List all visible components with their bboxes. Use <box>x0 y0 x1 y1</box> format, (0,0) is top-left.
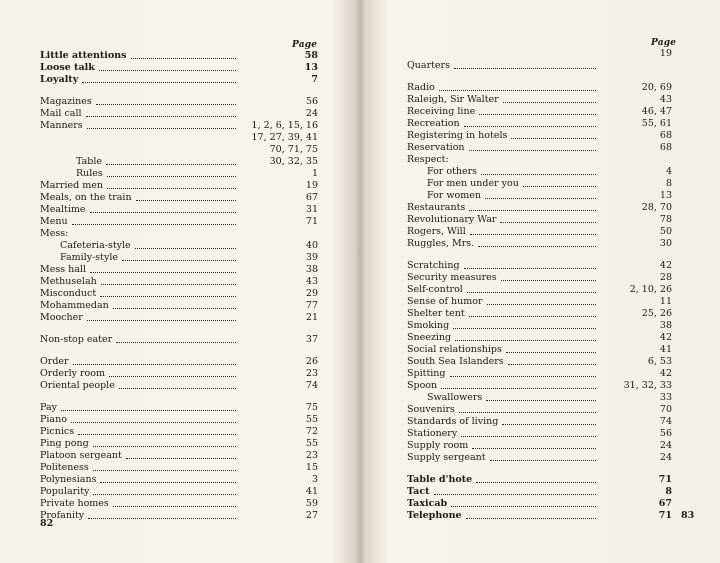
entry-pages: 28 <box>659 272 672 283</box>
entry-pages: 11 <box>659 296 672 307</box>
index-entry <box>407 308 672 320</box>
dot-leader <box>461 435 596 437</box>
dot-leader <box>481 173 596 175</box>
index-entry <box>407 356 672 368</box>
entry-label: Family-style <box>60 252 118 263</box>
entry-pages: 43 <box>659 94 672 105</box>
index-entry <box>40 312 318 324</box>
index-list <box>40 50 318 522</box>
entry-label: Spitting <box>407 368 446 379</box>
entry-label: Sense of humor <box>407 296 483 307</box>
entry-pages: 42 <box>659 260 672 271</box>
index-entry <box>407 296 672 308</box>
entry-label: Quarters <box>407 60 450 71</box>
entry-pages: 72 <box>305 426 318 437</box>
dot-leader <box>508 363 596 365</box>
entry-label: Spoon <box>407 380 438 391</box>
entry-label: South Sea Islanders <box>407 356 504 367</box>
entry-label: Cafeteria-style <box>60 240 131 251</box>
entry-pages: 23 <box>305 368 318 379</box>
index-entry <box>407 82 672 94</box>
index-entry <box>407 284 672 296</box>
dot-leader <box>502 423 596 425</box>
index-entry <box>40 132 318 144</box>
index-entry <box>40 510 318 522</box>
dot-leader <box>476 481 596 483</box>
dot-leader <box>119 387 236 389</box>
entry-label: Tact <box>407 486 430 497</box>
entry-label: Supply sergeant <box>407 452 486 463</box>
dot-leader <box>464 125 596 127</box>
index-entry <box>40 74 318 86</box>
entry-pages: 71 <box>658 474 672 485</box>
index-entry <box>407 380 672 392</box>
entry-label: Married men <box>40 180 103 191</box>
entry-label: Taxicab <box>407 498 448 509</box>
index-entry <box>40 144 318 156</box>
entry-pages: 13 <box>659 190 672 201</box>
entry-pages: 68 <box>659 130 672 141</box>
dot-leader <box>131 57 237 59</box>
entry-label: Supply room <box>407 440 469 451</box>
dot-leader <box>72 223 236 225</box>
entry-pages: 13 <box>304 62 318 73</box>
entry-label: Methuselah <box>40 276 97 287</box>
entry-label: Manners <box>40 120 83 131</box>
entry-label: Profanity <box>40 510 85 521</box>
entry-pages: 43 <box>305 276 318 287</box>
entry-pages: 1 <box>311 168 318 179</box>
index-entry <box>407 428 672 440</box>
entry-pages: 68 <box>659 142 672 153</box>
entry-label: Mess: <box>40 228 69 239</box>
entry-label: Mess hall <box>40 264 86 275</box>
index-list <box>407 48 672 522</box>
dot-leader <box>135 247 236 249</box>
entry-label: Scratching <box>407 260 460 271</box>
entry-label: Mohammedan <box>40 300 109 311</box>
index-entry <box>40 62 318 74</box>
entry-label: Table d'hote <box>407 474 473 485</box>
dot-leader <box>469 209 596 211</box>
index-entry <box>407 94 672 106</box>
index-entry <box>40 288 318 300</box>
dot-leader <box>90 271 236 273</box>
dot-leader <box>434 493 597 495</box>
dot-leader <box>106 163 236 165</box>
entry-pages: 70, 71, 75 <box>269 144 318 155</box>
index-entry <box>407 498 672 510</box>
entry-label: Recreation <box>407 118 460 129</box>
entry-pages: 6, 53 <box>647 356 672 367</box>
index-entry <box>407 416 672 428</box>
index-entry <box>407 332 672 344</box>
index-entry <box>40 474 318 486</box>
index-entry <box>40 50 318 62</box>
dot-leader <box>93 493 236 495</box>
entry-pages: 41 <box>659 344 672 355</box>
dot-leader <box>107 187 236 189</box>
entry-pages: 7 <box>311 74 318 85</box>
entry-label: Polynesians <box>40 474 97 485</box>
entry-label: Rogers, Will <box>407 226 466 237</box>
dot-leader <box>500 221 596 223</box>
entry-label: Stationery <box>407 428 458 439</box>
index-entry <box>407 60 672 72</box>
entry-pages: 50 <box>659 226 672 237</box>
entry-label: Moocher <box>40 312 83 323</box>
dot-leader <box>136 199 236 201</box>
entry-label: For men under you <box>427 178 519 189</box>
dot-leader <box>506 351 596 353</box>
index-entry <box>40 120 318 132</box>
dot-leader <box>511 137 596 139</box>
index-entry <box>407 178 672 190</box>
index-entry <box>407 404 672 416</box>
entry-pages: 24 <box>659 452 672 463</box>
dot-leader <box>109 375 236 377</box>
entry-pages: 4 <box>665 166 672 177</box>
index-entry <box>407 272 672 284</box>
entry-pages: 75 <box>305 402 318 413</box>
entry-pages: 74 <box>659 416 672 427</box>
index-entry <box>40 462 318 474</box>
entry-pages: 17, 27, 39, 41 <box>251 132 318 143</box>
entry-label: Ruggles, Mrs. <box>407 238 475 249</box>
index-entry <box>407 154 672 166</box>
entry-label: Sneezing <box>407 332 452 343</box>
dot-leader <box>78 433 236 435</box>
entry-label: Smoking <box>407 320 450 331</box>
entry-pages: 55 <box>305 438 318 449</box>
index-entry <box>40 216 318 228</box>
entry-pages: 38 <box>659 320 672 331</box>
entry-pages: 33 <box>659 392 672 403</box>
entry-label: Popularity <box>40 486 90 497</box>
dot-leader <box>485 197 596 199</box>
dot-leader <box>453 327 596 329</box>
entry-pages: 24 <box>659 440 672 451</box>
index-entry <box>407 190 672 202</box>
entry-pages: 15 <box>305 462 318 473</box>
dot-leader <box>87 319 236 321</box>
dot-leader <box>116 341 236 343</box>
index-entry <box>40 368 318 380</box>
dot-leader <box>71 421 236 423</box>
dot-leader <box>113 307 236 309</box>
index-entry <box>407 474 672 486</box>
entry-pages: 3 <box>311 474 318 485</box>
index-entry <box>407 260 672 272</box>
index-entry <box>407 344 672 356</box>
index-entry <box>40 426 318 438</box>
entry-pages: 71 <box>658 510 672 521</box>
entry-pages: 23 <box>305 450 318 461</box>
dot-leader <box>100 295 236 297</box>
index-entry <box>40 276 318 288</box>
dot-leader <box>101 283 236 285</box>
dot-leader <box>113 505 236 507</box>
dot-leader <box>90 211 236 213</box>
entry-pages: 59 <box>305 498 318 509</box>
entry-label: Loose talk <box>40 62 95 73</box>
entry-pages: 55, 61 <box>641 118 672 129</box>
dot-leader <box>82 81 236 83</box>
dot-leader <box>464 267 596 269</box>
entry-label: Mail call <box>40 108 82 119</box>
entry-pages: 19 <box>305 180 318 191</box>
entry-label: Restaurants <box>407 202 466 213</box>
entry-pages: 20, 69 <box>641 82 672 93</box>
dot-leader <box>88 517 236 519</box>
dot-leader <box>96 103 236 105</box>
entry-pages: 78 <box>659 214 672 225</box>
entry-pages: 77 <box>305 300 318 311</box>
entry-label: Platoon sergeant <box>40 450 122 461</box>
entry-pages: 29 <box>305 288 318 299</box>
entry-label: Telephone <box>407 510 462 521</box>
dot-leader <box>439 89 596 91</box>
dot-leader <box>479 113 596 115</box>
dot-leader <box>73 363 236 365</box>
entry-label: Pay <box>40 402 57 413</box>
entry-pages: 42 <box>659 368 672 379</box>
index-entry <box>407 214 672 226</box>
dot-leader <box>478 245 596 247</box>
entry-label: Misconduct <box>40 288 97 299</box>
entry-label: Politeness <box>40 462 89 473</box>
entry-pages: 40 <box>305 240 318 251</box>
left-page <box>0 0 356 563</box>
entry-pages: 67 <box>658 498 672 509</box>
entry-pages: 31 <box>305 204 318 215</box>
dot-leader <box>454 67 596 69</box>
index-entry <box>407 238 672 250</box>
entry-pages: 8 <box>665 486 672 497</box>
index-entry <box>40 450 318 462</box>
dot-leader <box>100 481 236 483</box>
entry-pages: 37 <box>305 334 318 345</box>
index-entry <box>40 300 318 312</box>
index-entry <box>407 226 672 238</box>
entry-label: Social relationships <box>407 344 502 355</box>
index-entry <box>407 166 672 178</box>
entry-pages: 31, 32, 33 <box>623 380 672 391</box>
index-entry <box>40 180 318 192</box>
entry-label: Souvenirs <box>407 404 455 415</box>
entry-label: Shelter tent <box>407 308 465 319</box>
entry-pages: 46, 47 <box>641 106 672 117</box>
entry-pages: 2, 10, 26 <box>629 284 672 295</box>
dot-leader <box>501 279 596 281</box>
entry-pages: 8 <box>665 178 672 189</box>
dot-leader <box>490 459 596 461</box>
entry-label: Oriental people <box>40 380 115 391</box>
entry-label: Mealtime <box>40 204 86 215</box>
dot-leader <box>122 259 236 261</box>
index-entry <box>407 202 672 214</box>
index-entry <box>40 264 318 276</box>
entry-pages: 58 <box>304 50 318 61</box>
dot-leader <box>466 517 596 519</box>
entry-pages: 39 <box>305 252 318 263</box>
index-entry <box>40 240 318 252</box>
entry-label: Receiving line <box>407 106 476 117</box>
entry-label: Registering in hotels <box>407 130 508 141</box>
index-entry <box>40 402 318 414</box>
index-entry <box>40 96 318 108</box>
entry-label: Order <box>40 356 69 367</box>
entry-label: Radio <box>407 82 435 93</box>
dot-leader <box>61 409 236 411</box>
entry-pages: 1, 2, 6, 15, 16 <box>251 120 318 131</box>
index-entry <box>407 320 672 332</box>
index-entry <box>40 414 318 426</box>
entry-pages: 28, 70 <box>641 202 672 213</box>
entry-pages: 30, 32, 35 <box>269 156 318 167</box>
index-entry <box>40 334 318 346</box>
dot-leader <box>470 233 596 235</box>
entry-label: Picnics <box>40 426 75 437</box>
entry-label: Meals, on the train <box>40 192 132 203</box>
page-number: 83 <box>681 510 695 521</box>
entry-label: Rules <box>76 168 103 179</box>
entry-pages: 27 <box>305 510 318 521</box>
index-entry <box>40 438 318 450</box>
entry-label: Piano <box>40 414 67 425</box>
index-entry <box>40 204 318 216</box>
entry-label: For women <box>427 190 481 201</box>
entry-pages: 25, 26 <box>641 308 672 319</box>
index-entry <box>407 118 672 130</box>
index-entry <box>40 168 318 180</box>
entry-label: Magazines <box>40 96 92 107</box>
entry-pages: 19 <box>659 48 672 59</box>
entry-pages: 24 <box>305 108 318 119</box>
dot-leader <box>486 399 596 401</box>
dot-leader <box>469 315 596 317</box>
dot-leader <box>455 339 596 341</box>
entry-label: Revolutionary War <box>407 214 497 225</box>
dot-leader <box>467 291 596 293</box>
entry-label: Private homes <box>40 498 109 509</box>
entry-label: For others <box>427 166 478 177</box>
entry-label: Non-stop eater <box>40 334 113 345</box>
entry-pages: 30 <box>659 238 672 249</box>
dot-leader <box>523 185 596 187</box>
dot-leader <box>126 457 236 459</box>
index-entry <box>40 252 318 264</box>
page-number: 82 <box>40 518 54 529</box>
page-column-heading: Page <box>292 40 318 50</box>
page-column-heading: Page <box>651 38 677 48</box>
entry-label: Raleigh, Sir Walter <box>407 94 499 105</box>
entry-pages: 56 <box>659 428 672 439</box>
dot-leader <box>459 411 596 413</box>
entry-label: Orderly room <box>40 368 105 379</box>
entry-label: Menu <box>40 216 68 227</box>
entry-label: Loyalty <box>40 74 79 85</box>
dot-leader <box>487 303 596 305</box>
entry-label: Table <box>76 156 103 167</box>
dot-leader <box>469 149 596 151</box>
entry-label: Security measures <box>407 272 497 283</box>
entry-label: Self-control <box>407 284 463 295</box>
index-entry <box>40 498 318 510</box>
index-entry <box>407 510 672 522</box>
index-entry <box>407 486 672 498</box>
index-entry <box>40 486 318 498</box>
entry-pages: 70 <box>659 404 672 415</box>
dot-leader <box>87 127 236 129</box>
entry-label: Respect: <box>407 154 449 165</box>
entry-label: Ping pong <box>40 438 89 449</box>
index-entry <box>407 142 672 154</box>
index-entry <box>407 452 672 464</box>
index-entry <box>407 368 672 380</box>
entry-pages: 38 <box>305 264 318 275</box>
index-entry <box>40 380 318 392</box>
entry-pages: 42 <box>659 332 672 343</box>
right-page <box>364 0 720 563</box>
entry-pages: 67 <box>305 192 318 203</box>
dot-leader <box>99 69 236 71</box>
dot-leader <box>107 175 236 177</box>
entry-pages: 56 <box>305 96 318 107</box>
dot-leader <box>93 469 236 471</box>
index-entry <box>407 106 672 118</box>
dot-leader <box>93 445 236 447</box>
entry-pages: 71 <box>305 216 318 227</box>
dot-leader <box>503 101 596 103</box>
index-entry <box>407 48 672 60</box>
entry-pages: 21 <box>305 312 318 323</box>
index-entry <box>40 192 318 204</box>
entry-pages: 41 <box>305 486 318 497</box>
dot-leader <box>441 387 596 389</box>
entry-pages: 26 <box>305 356 318 367</box>
index-entry <box>40 356 318 368</box>
dot-leader <box>451 505 596 507</box>
index-entry <box>407 130 672 142</box>
entry-label: Reservation <box>407 142 465 153</box>
index-entry <box>40 108 318 120</box>
entry-pages: 55 <box>305 414 318 425</box>
index-entry <box>407 392 672 404</box>
dot-leader <box>86 115 236 117</box>
dot-leader <box>450 375 596 377</box>
index-entry <box>407 440 672 452</box>
dot-leader <box>472 447 596 449</box>
entry-label: Little attentions <box>40 50 127 61</box>
index-entry <box>40 156 318 168</box>
index-entry <box>40 228 318 240</box>
entry-pages: 74 <box>305 380 318 391</box>
entry-label: Swallowers <box>427 392 483 403</box>
entry-label: Standards of living <box>407 416 499 427</box>
